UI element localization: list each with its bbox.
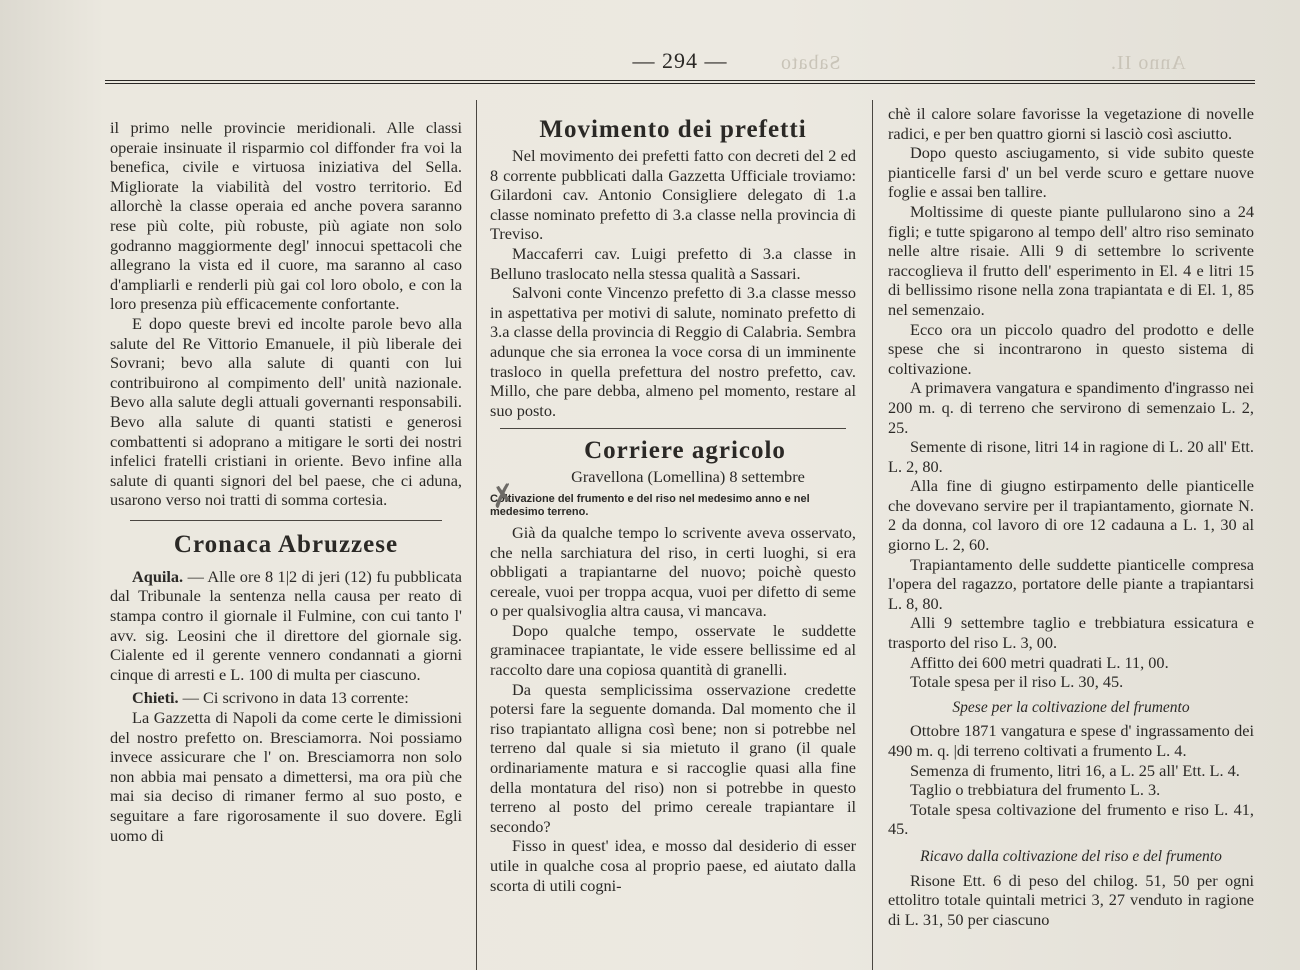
article-paragraph: Salvoni conte Vincenzo prefetto di 3.a classe messo in aspettativa per motivi di salute, nominato prefetto di 3.a classe della provincia di Reggio di Calabria. Sembra adunque che sia erronea la voce corsa di un imminente trasloco in quella prefettura del nostro prefetto, cav. Millo, che pare debba, almeno pel momento, restare al suo posto. (490, 283, 856, 420)
section-heading-corriere-agricolo: Corriere agricolo (584, 437, 786, 465)
article-paragraph: Risone Ett. 6 di peso del chilog. 51, 50 per ogni ettolitro totale quintali metrici 3, 27 venduto in ragione di L. 31, 50 per ciascuno (888, 870, 1254, 929)
column-2 (490, 114, 856, 895)
header-rule (105, 80, 1255, 84)
article-paragraph: Alli 9 settembre taglio e trebbiatura essicatura e trasporto del riso L. 3, 00. (888, 613, 1254, 653)
article-paragraph: Dopo questo asciugamento, si vide subito queste pianticelle farsi d' un bel verde scuro e gettare nuove foglie e assai ben tallire. (888, 143, 1254, 202)
article-paragraph: Semente di risone, litri 14 in ragione di L. 20 all' Ett. L. 2, 80. (888, 437, 1254, 476)
article-paragraph: Taglio o trebbiatura del frumento L. 3. (910, 780, 1161, 800)
article-paragraph: La Gazzetta di Napoli da come certe le dimissioni del nostro prefetto on. Bresciamorra. Noi possiamo invece assicurare che l' on. Bresciamorra non solo non abbia mai pensato a dimettersi, ma ora più che mai sia deciso di rimaner fermo al suo posto, e seguitare a fare rigorosamente il suo dovere. Egli uomo di (110, 708, 462, 845)
article-paragraph: A primavera vangatura e spandimento d'ingrasso nei 200 m. q. di terreno che servirono di semenzaio L. 2, 25. (888, 378, 1254, 437)
page-number: — 294 — (632, 48, 728, 73)
article-paragraph: Fisso in quest' idea, e mosso dal desiderio di esser utile in qualche cosa al proprio paese, ed aiutato dalla scorta di utili cogni- (490, 836, 856, 895)
article-paragraph: Nel movimento dei prefetti fatto con decreti del 2 ed 8 corrente pubblicati dalla Gazzetta Ufficiale troviamo: Gilardoni cav. Antonio Consigliere delegato di 1.a classe nominato prefetto di 3.a classe nella provincia di Treviso. (490, 146, 856, 244)
article-paragraph: Totale spesa per il riso L. 30, 45. (910, 672, 1124, 692)
article-paragraph: Ecco ora un piccolo quadro del prodotto e delle spese che si incontrarono in questo sistema di coltivazione. (888, 319, 1254, 378)
article-paragraph: Totale spesa coltivazione del frumento e riso L. 41, 45. (888, 799, 1254, 839)
news-item-text: — Alle ore 8 1|2 di jeri (12) fu pubblicata dal Tribunale la sentenza nella causa per reato di stampa contro il giornale il Fulmine, con cui tanto l' avv. sig. Leosini che il direttore del giornale sig. Cialente ed il gerente vennero condannati a giorni cinque di arresti e L. 100 di multa per ciascuno. (110, 566, 463, 684)
section-heading-cronaca-abruzzese: Cronaca Abruzzese (173, 530, 399, 558)
section-separator (130, 520, 442, 521)
news-item-text: — Ci scrivono in data 13 corrente: (182, 688, 409, 708)
column-3 (888, 104, 1254, 929)
section-subhead-spese: Spese per la coltivazione del frumento (952, 698, 1190, 716)
article-paragraph: Già da qualche tempo lo scrivente aveva osservato, che nella sarchiatura del riso, in certi luoghi, si era obbligati a trapiantarne del nuovo; poichè questo cereale, vuoi per troppa acqua, vuoi per difetto di seme o per qualsivoglia altra causa, vi mancava. (490, 522, 856, 621)
bleed-through-text-right: Anno II. (1110, 52, 1186, 74)
article-paragraph: Da questa semplicissima osservazione credette potersi fare la seguente domanda. Dal momento che il riso trapiantato alligna così bene; non si potrebbe nel terreno dal quale si sia mietuto il grano (il quale ordinariamente matura e si raccoglie quasi alla fine della montatura del riso) non si potrebbe in questo terreno al posto del primo cereale trapiantare il secondo? (490, 679, 856, 836)
section-separator (500, 428, 846, 429)
section-heading-movimento-prefetti: Movimento dei prefetti (539, 116, 807, 143)
column-divider-2 (872, 100, 873, 970)
news-item-lead: Chieti. (132, 688, 179, 708)
handwritten-mark-icon: ✗ (487, 478, 519, 516)
article-paragraph: Affitto dei 600 metri quadrati L. 11, 00. (910, 652, 1169, 672)
bleed-through-text-left: Sabato (780, 52, 841, 74)
column-divider-1 (476, 100, 477, 970)
article-paragraph: Moltissime di queste piante pullularono sino a 24 figli; e tutte spigarono al tempo dell' altro riso seminato nelle altre risaie. Alli 9 di settembre lo scrivente raccoglieva il frutto dell' esperimento in El. 4 e litri 15 di bellissimo risone nella zona trapiantata e di El. 1, 85 nel semenzaio. (888, 201, 1254, 319)
news-item-aquila (110, 567, 462, 685)
article-paragraph: E dopo queste brevi ed incolte parole bevo alla salute del Re Vittorio Emanuele, il più liberale dei Sovrani; bevo alla salute di quanti con lui contribuirono al compimento dell' unità nazionale. Bevo alla salute degli attuali governanti responsabili. Bevo alla salute di quanti statisti e generosi combattenti si adoprano a mitigare le sorti dei nostri infelici fratelli cristiani in oriente. Bevo infine alla salute di quanti signori del bel paese, che ci aduna, usarono verso noi tratti di somma cortesia. (110, 313, 462, 510)
article-paragraph: Maccaferri cav. Luigi prefetto di 3.a classe in Belluno traslocato nella stessa qualità a Sassari. (490, 243, 856, 283)
section-subhead-ricavo: Ricavo dalla coltivazione del riso e del frumento (920, 847, 1222, 865)
article-paragraph: Dopo qualche tempo, osservate le suddette graminacee trapiantate, le vide essere bellissime ed al raccolto dare una copiosa quantità di granelli. (490, 620, 856, 680)
news-item-chieti (110, 688, 462, 708)
article-paragraph: Alla fine di giugno estirpamento delle pianticelle che dovevano servire per il trapiantamento, giornate N. 2 da donna, col lavoro di ore 12 cadauna a L. 1, 30 al giorno L. 2, 60. (888, 476, 1254, 555)
article-paragraph: chè il calore solare favorisse la vegetazione di novelle radici, e per ben quattro giorni si lasciò così asciutto. (888, 104, 1254, 143)
article-paragraph: Trapiantamento delle suddette pianticelle compresa l'opera del ragazzo, portatore delle piante a trapiantarsi L. 8, 80. (888, 554, 1254, 613)
news-item-lead: Aquila. (132, 566, 184, 586)
article-paragraph: il primo nelle provincie meridionali. Alle classi operaie insinuate il risparmio col diffonder fra voi la benefica, civile e virtuosa iniziativa del Sella. Migliorate la viabilità del vostro territorio. Ed allorchè la classe operaia ed anche povera saranno rese più colte, più robuste, più agiate non solo godranno maggiormente degl' innocui spettacoli che allegrano la vista ed il cuore, ma saranno al caso d'ampliarli e renderli più gai col loro obolo, e con la loro presenza più efficacemente confortante. (110, 118, 462, 314)
dateline: Gravellona (Lomellina) 8 settembre (571, 467, 805, 487)
article-paragraph: Semenza di frumento, litri 16, a L. 25 all' Ett. L. 4. (910, 760, 1240, 780)
article-paragraph: Ottobre 1871 vangatura e spese d' ingrassamento dei 490 m. q. |di terreno coltivati a frumento L. 4. (888, 721, 1254, 760)
column-1 (110, 118, 462, 845)
article-subtitle: Coltivazione del frumento e del riso nel medesimo anno e nel medesimo terreno. (490, 492, 810, 518)
